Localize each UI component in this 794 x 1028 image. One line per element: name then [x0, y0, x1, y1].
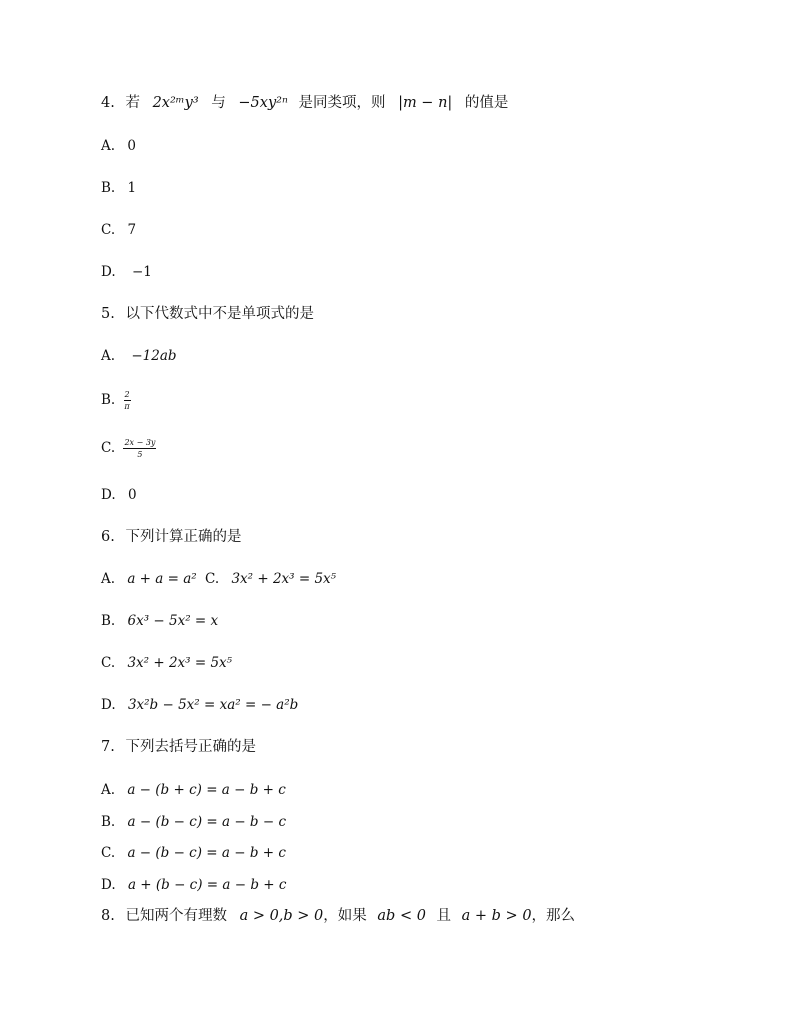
option-text: 3x² + 2x³ = 5x⁵: [231, 571, 337, 587]
option-d: [101, 875, 286, 895]
option-text: 6x³ − 5x² = x: [127, 613, 219, 629]
option-b: [101, 390, 131, 411]
math-expression: ab < 0: [377, 908, 426, 924]
option-text: 3x² + 2x³ = 5x⁵: [127, 655, 233, 671]
question-number: 5.: [101, 306, 115, 322]
option-d: [101, 485, 137, 505]
option-letter: B.: [101, 613, 116, 629]
option-text: −1: [131, 264, 152, 280]
option-letter: A.: [101, 138, 116, 154]
question-text: 已知两个有理数: [125, 908, 227, 924]
option-c: [101, 438, 156, 459]
question-6: [101, 527, 241, 547]
option-letter: C.: [101, 845, 116, 861]
option-text: a + (b − c) = a − b + c: [127, 877, 287, 893]
option-c: [101, 220, 136, 240]
option-c: [101, 653, 232, 673]
fraction-numerator: 2: [124, 390, 130, 399]
option-letter: B.: [101, 814, 116, 830]
option-letter: D.: [101, 264, 116, 280]
question-text: 是同类项，则: [298, 95, 386, 111]
option-d: [101, 695, 298, 715]
question-number: 8.: [101, 908, 115, 924]
option-letter: B.: [101, 392, 116, 408]
question-number: 6.: [101, 529, 115, 545]
option-text: a − (b + c) = a − b + c: [127, 782, 286, 798]
option-letter: A.: [101, 782, 116, 798]
math-expression: a + b > 0: [461, 908, 532, 924]
question-text: 下列去括号正确的是: [125, 739, 256, 755]
fraction: [124, 390, 131, 411]
option-a: [101, 136, 136, 156]
question-4: [101, 93, 508, 113]
option-letter: A.: [101, 571, 116, 587]
option-text: −12ab: [131, 348, 177, 364]
option-letter: C.: [101, 655, 116, 671]
question-number: 7.: [101, 739, 115, 755]
fraction: [123, 438, 156, 459]
option-a: [101, 569, 336, 589]
option-c: [101, 843, 286, 863]
question-text: ，如果: [323, 908, 367, 924]
option-letter: C.: [101, 222, 116, 238]
option-letter: D.: [101, 877, 116, 893]
question-7: [101, 737, 256, 757]
option-text: a − (b − c) = a − b + c: [127, 845, 286, 861]
option-letter: D.: [101, 487, 116, 503]
question-text: ，那么: [531, 908, 576, 924]
fraction-denominator: π: [124, 402, 130, 411]
option-text: 1: [127, 180, 137, 196]
question-number: 4.: [101, 95, 115, 111]
math-expression: 2x²ᵐy³: [152, 95, 199, 111]
option-text: a + a = a²: [127, 571, 197, 587]
question-text: 的值是: [464, 95, 509, 111]
option-b: [101, 178, 136, 198]
option-text: a − (b − c) = a − b − c: [127, 814, 287, 830]
fraction-denominator: 5: [137, 450, 143, 459]
option-b: [101, 611, 218, 631]
question-text: 且: [436, 908, 452, 924]
question-5: [101, 304, 314, 324]
fraction-numerator: 2x − 3y: [124, 438, 156, 447]
option-text: 7: [127, 222, 137, 238]
option-b: [101, 812, 286, 832]
option-text: 0: [127, 138, 136, 154]
question-text: 与: [211, 95, 226, 111]
math-expression: −5xy²ⁿ: [238, 95, 288, 111]
option-d: [101, 262, 152, 282]
math-expression: |m − n|: [398, 95, 453, 111]
math-expression: a > 0,b > 0: [239, 908, 324, 924]
option-text: 0: [127, 487, 137, 503]
question-text: 下列计算正确的是: [125, 529, 242, 545]
question-text: 以下代数式中不是单项式的是: [125, 306, 314, 322]
question-text: 若: [125, 95, 140, 111]
option-text: 3x²b − 5x² = xa² = − a²b: [127, 697, 299, 713]
option-a: [101, 346, 177, 366]
option-letter: D.: [101, 697, 116, 713]
option-letter: C.: [101, 440, 116, 456]
option-letter: A.: [101, 348, 116, 364]
option-a: [101, 780, 286, 800]
option-letter: C.: [205, 571, 220, 587]
question-8: [101, 906, 575, 926]
option-letter: B.: [101, 180, 116, 196]
